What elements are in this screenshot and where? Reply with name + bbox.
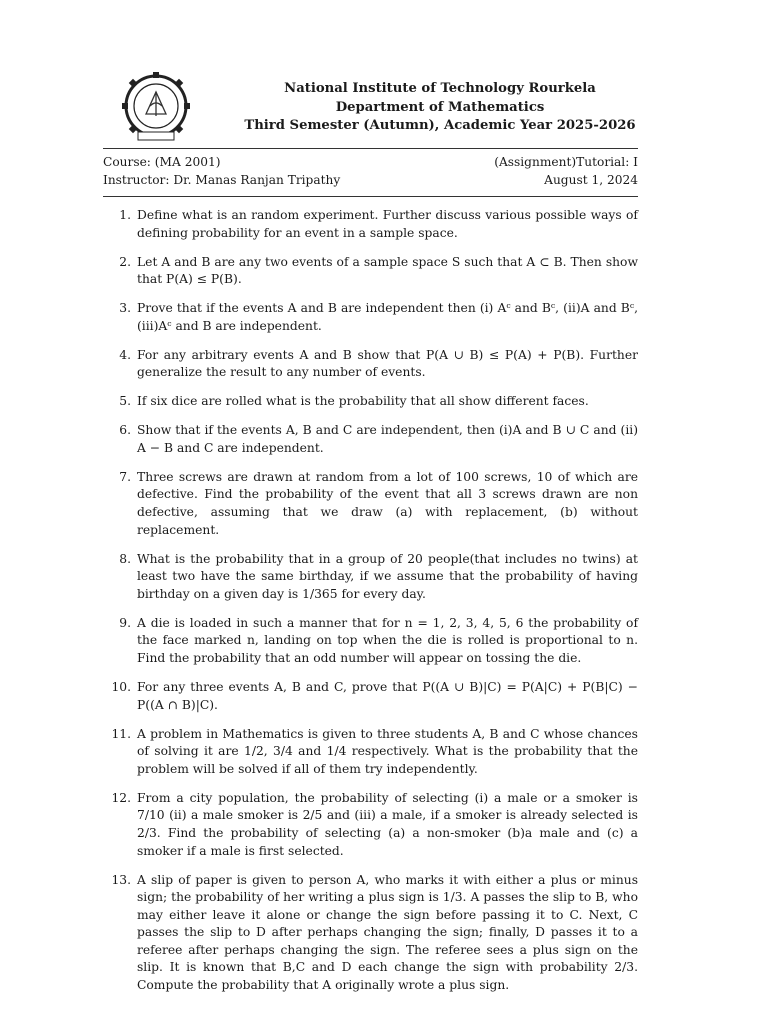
semester-line: Third Semester (Autumn), Academic Year 2025-2026	[244, 118, 636, 133]
question-text: For any three events A, B and C, prove that P((A ∪ B)|C) = P(A|C) + P(B|C) − P((A ∩ B)|C).	[137, 679, 638, 712]
question-item	[103, 207, 638, 242]
question-item	[103, 872, 638, 995]
question-item	[103, 469, 638, 539]
question-item	[103, 254, 638, 289]
question-text: A slip of paper is given to person A, who marks it with either a plus or minus sign; the probability of her writing a plus sign is 1/3. A passes the slip to B, who may either leave it alone or change the sign before passing it to C. Next, C passes the slip to D after perhaps changing the sign; finally, D passes it to a referee after perhaps changing the sign. The referee sees a plus sign on the slip. It is known that B,C and D each change the sign with probability 2/3. Compute the probability that A originally wrote a plus sign.	[137, 872, 638, 993]
question-text: Define what is an random experiment. Further discuss various possible ways of defining probability for an event in a sample space.	[137, 208, 638, 240]
question-number: 10.	[111, 679, 131, 694]
question-text: A problem in Mathematics is given to three students A, B and C whose chances of solving it are 1/2, 3/4 and 1/4 respectively. What is the probability that the problem will be solved if all of them try independently.	[137, 726, 638, 776]
question-text: Three screws are drawn at random from a lot of 100 screws, 10 of which are defective. Find the probability of the event that all 3 screws drawn are non defective, assuming that we draw (a) with replacement, (b) without replacement.	[137, 469, 638, 537]
question-number: 4.	[119, 347, 131, 362]
question-item	[103, 790, 638, 860]
question-text: Prove that if the events A and B are independent then (i) Aᶜ and Bᶜ, (ii)A and Bᶜ,(iii)Aᶜ and B are independent.	[137, 301, 638, 333]
tutorial-label: (Assignment)Tutorial: I	[494, 155, 638, 169]
header-divider-bottom	[103, 196, 638, 197]
header-divider-top	[103, 148, 638, 149]
question-text: Show that if the events A, B and C are independent, then (i)A and B ∪ C and (ii) A − B and C are independent.	[137, 423, 638, 455]
question-item	[103, 679, 638, 714]
question-number: 3.	[119, 301, 131, 316]
institute-name: National Institute of Technology Rourkela	[284, 81, 596, 96]
date-label: August 1, 2024	[544, 173, 638, 187]
question-number: 9.	[119, 615, 131, 630]
institute-logo	[120, 70, 192, 142]
question-item	[103, 347, 638, 382]
question-number: 8.	[119, 551, 131, 566]
question-item	[103, 726, 638, 779]
question-item	[103, 615, 638, 668]
question-list	[103, 207, 638, 1006]
question-number: 6.	[119, 423, 131, 438]
question-text: Let A and B are any two events of a sample space S such that A ⊂ B. Then show that P(A) ≤ P(B).	[137, 254, 638, 287]
department-name: Department of Mathematics	[335, 99, 545, 115]
question-number: 5.	[119, 394, 131, 409]
course-label: Course: (MA 2001)	[103, 155, 221, 169]
question-number: 7.	[119, 469, 131, 484]
question-item	[103, 300, 638, 335]
question-number: 11.	[111, 726, 131, 741]
question-number: 12.	[111, 790, 131, 805]
question-text: From a city population, the probability of selecting (i) a male or a smoker is 7/10 (ii) a male smoker is 2/5 and (iii) a male, if a smoker is already selected is 2/3. Find the probability of selecting (a) a non-smoker (b)a male and (c) a smoker if a male is first selected.	[137, 790, 638, 858]
question-text: A die is loaded in such a manner that for n = 1, 2, 3, 4, 5, 6 the probability of the face marked n, landing on top when the die is rolled is proportional to n. Find the probability that an odd number will appear on tossing the die.	[137, 615, 638, 665]
question-number: 1.	[119, 208, 131, 222]
question-number: 2.	[119, 254, 131, 269]
question-item	[103, 551, 638, 604]
question-text: What is the probability that in a group of 20 people(that includes no twins) at least two have the same birthday, if we assume that the probability of having birthday on a given day is 1/365 for every day.	[137, 551, 638, 601]
question-text: For any arbitrary events A and B show that P(A ∪ B) ≤ P(A) + P(B). Further generalize the result to any number of events.	[137, 347, 638, 380]
question-item	[103, 422, 638, 457]
question-number: 13.	[111, 872, 131, 887]
document-header	[200, 80, 680, 136]
question-text: If six dice are rolled what is the probability that all show different faces.	[137, 394, 589, 409]
instructor-label: Instructor: Dr. Manas Ranjan Tripathy	[103, 173, 341, 187]
question-item	[103, 393, 638, 411]
